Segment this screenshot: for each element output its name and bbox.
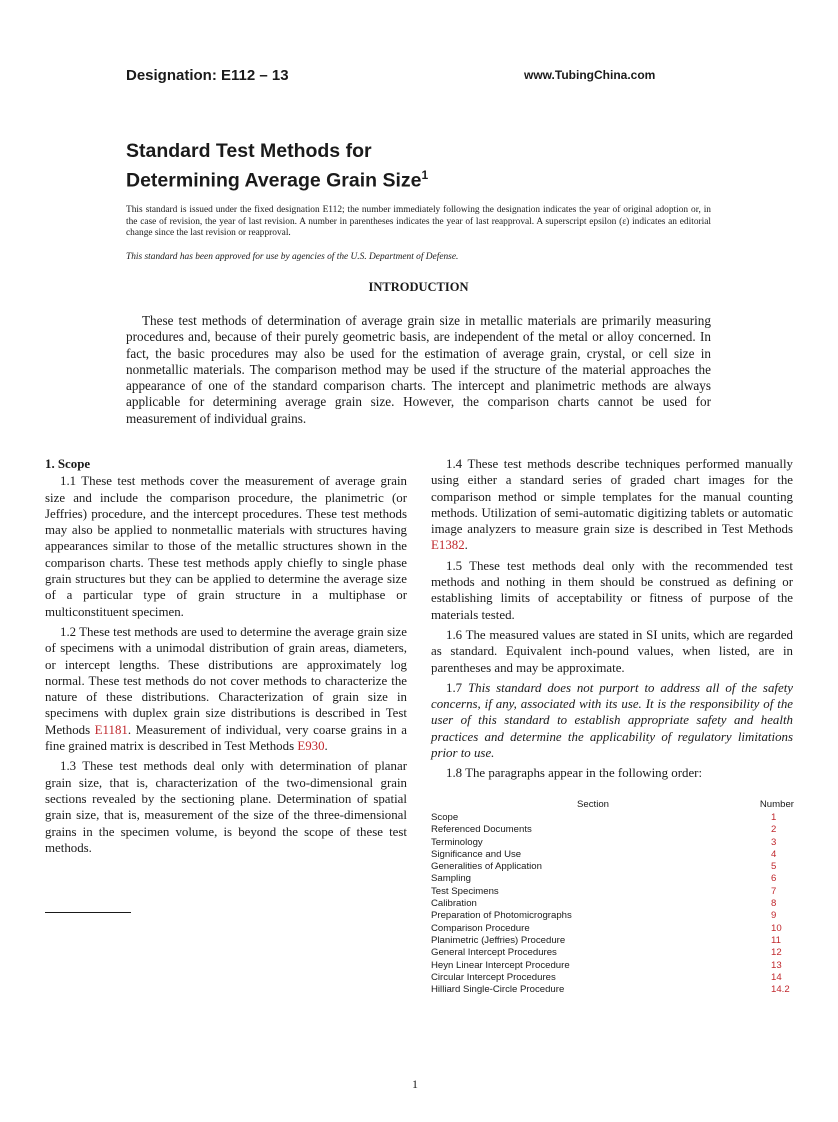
section-number-link[interactable]: 4 [771,848,777,860]
paragraph-1-2 [45,624,407,754]
page-number: 1 [412,1077,418,1091]
reference-link-e1181[interactable]: E1181 [94,722,128,737]
section-label: Significance and Use [431,848,522,860]
table-row [431,812,794,824]
section-column-header: Section [577,799,609,810]
section-number-link[interactable]: 14 [771,971,782,983]
paragraph-1-4-part-a: 1.4 These test methods describe techniques performed manually using either a standard series of graded chart images for the comparison method or simple templates for the manual counting methods. Utilization of semi-automatic digitizing tablets or automatic image analyzers to measure grain size is described in Test Methods [431,457,793,537]
footnote-rule [45,912,131,913]
paragraph-1-6: 1.6 The measured values are stated in SI units, which are regarded as standard. Equivalent inch-pound values, when listed, are in parentheses and may be approximate. [431,627,793,675]
table-row [431,972,794,984]
section-number-link[interactable]: 2 [771,824,777,836]
section-label: Circular Intercept Procedures [431,971,556,983]
section-label: Scope [431,812,459,823]
section-label: Calibration [431,898,477,910]
paragraph-1-7 [431,680,793,761]
section-number-link[interactable]: 5 [771,861,777,873]
right-column [431,456,793,786]
table-row [431,837,794,849]
paragraph-1-5: 1.5 These test methods deal only with the recommended test methods and nothing in them should be construed as defining or establishing limits of acceptability or fitness of purpose of the materials tested. [431,558,793,622]
table-row [431,910,794,922]
section-label: Planimetric (Jeffries) Procedure [431,934,566,946]
reference-link-e1382[interactable]: E1382 [431,538,465,553]
table-row [431,984,794,996]
number-column-header: Number [759,799,794,810]
title-line-1: Standard Test Methods for [126,140,372,162]
introduction-heading: INTRODUCTION [368,280,469,294]
section-label: Preparation of Photomicrographs [431,910,572,922]
document-title [126,139,428,193]
section-number-link[interactable]: 7 [771,885,777,897]
section-number-link[interactable]: 13 [771,959,782,971]
paragraph-1-1: 1.1 These test methods cover the measurement of average grain size and include the comparison procedure, the planimetric (or Jeffries) procedure, and the intercept procedures. These test methods may also be applied to nonmetallic materials with structures having appearances similar to those of the metallic structures shown in the comparison charts. These test methods apply chiefly to single phase grain structures but they can be applied to determine the average size of a particular type of grain structure in a multiphase or multiconstituent specimen. [45,474,407,619]
section-number-link[interactable]: 11 [771,934,781,946]
paragraph-1-4 [431,456,793,554]
paragraph-1-7-text: This standard does not purport to address all of the safety concerns, if any, associated with its use. It is the responsibility of the user of this standard to establish appropriate safety and health practices and determine the applicability of regulatory limitations prior to use. [431,680,793,761]
section-label: Generalities of Application [431,861,542,873]
section-number-link[interactable]: 1 [771,812,777,823]
introduction [126,313,711,427]
designation: Designation: E112 – 13 [126,67,289,84]
title-line-2-text: Determining Average Grain Size [126,169,422,192]
section-number-link[interactable]: 8 [771,898,777,910]
left-column [45,456,407,860]
section-number-link[interactable]: 14.2 [771,984,790,996]
paragraph-1-8: 1.8 The paragraphs appear in the following order: [446,766,703,781]
paragraph-1-4-part-b: . [464,538,468,553]
section-label: General Intercept Procedures [431,947,557,959]
paragraph-1-7-number: 1.7 [446,680,468,695]
paragraph-1-3: 1.3 These test methods deal only with determination of planar grain size, that is, characterization of the two-dimensional grain sections revealed by the sectioning plane. Determination of spatial grain size, that is, measurement of the size of the three-dimensional grains in the specimen volume, is beyond the scope of these test methods. [45,759,407,855]
table-row [431,861,794,873]
title-line-2 [126,163,428,193]
website-url[interactable]: www.TubingChina.com [524,68,656,82]
section-number-link[interactable]: 9 [771,910,777,922]
table-row [431,960,794,972]
section-number-link[interactable]: 12 [771,947,782,959]
section-label: Terminology [431,836,483,848]
introduction-text: These test methods of determination of average grain size in metallic materials are primarily measuring procedures and, because of their purely geometric basis, are independent of the metal or alloy concerned. In fact, the basic procedures may also be used for the estimation of average grain, crystal, or cell size in nonmetallic materials. The comparison method may be used if the structure of the material approaches the appearance of one of the standard comparison charts. The intercept and planimetric methods are always applicable for determining average grain size. However, the comparison charts cannot be used for measurement of individual grains. [126,313,711,426]
section-label: Heyn Linear Intercept Procedure [431,959,570,971]
section-label: Comparison Procedure [431,922,530,934]
section-label: Referenced Documents [431,824,532,836]
paragraph-1-2-part-c: . [324,739,328,754]
paragraph-1-2-part-b: . Measurement of individual, very coarse grains in a fine grained matrix is described in Test Methods [45,722,407,754]
scope-heading: 1. Scope [45,457,91,471]
paragraph-1-2-part-a: 1.2 These test methods are used to determine the average grain size of specimens with a unimodal distribution of grain areas, diameters, or intercept lengths. These distributions are approximately log normal. These test methods do not cover methods to characterize the nature of these distributions. Characterization of grain size in specimens with duplex grain size distributions is described in Test Methods [45,624,407,737]
table-row [431,923,794,935]
sections-table-header [431,799,794,812]
issuance-notice: This standard is issued under the fixed designation E112; the number immediately following the designation indicates the year of original adoption or, in the case of revision, the year of last revision. A number in parentheses indicates the year of last reapproval. A superscript epsilon (ε) indicates an editorial change since the last revision or reapproval. [126,205,711,239]
title-footnote-mark[interactable]: 1 [421,168,429,182]
table-row [431,824,794,836]
sections-table [431,799,794,996]
section-number-link[interactable]: 10 [771,922,782,934]
section-label: Sampling [431,873,471,885]
table-row [431,849,794,861]
defense-approval-note: This standard has been approved for use by agencies of the U.S. Department of Defense. [126,252,459,262]
table-row [431,886,794,898]
table-row [431,873,794,885]
table-row [431,935,794,947]
section-number-link[interactable]: 3 [771,836,777,848]
table-row [431,898,794,910]
section-label: Hilliard Single-Circle Procedure [431,984,565,996]
reference-link-e930[interactable]: E930 [297,739,325,754]
section-label: Test Specimens [431,885,499,897]
table-row [431,947,794,959]
section-number-link[interactable]: 6 [771,873,777,885]
